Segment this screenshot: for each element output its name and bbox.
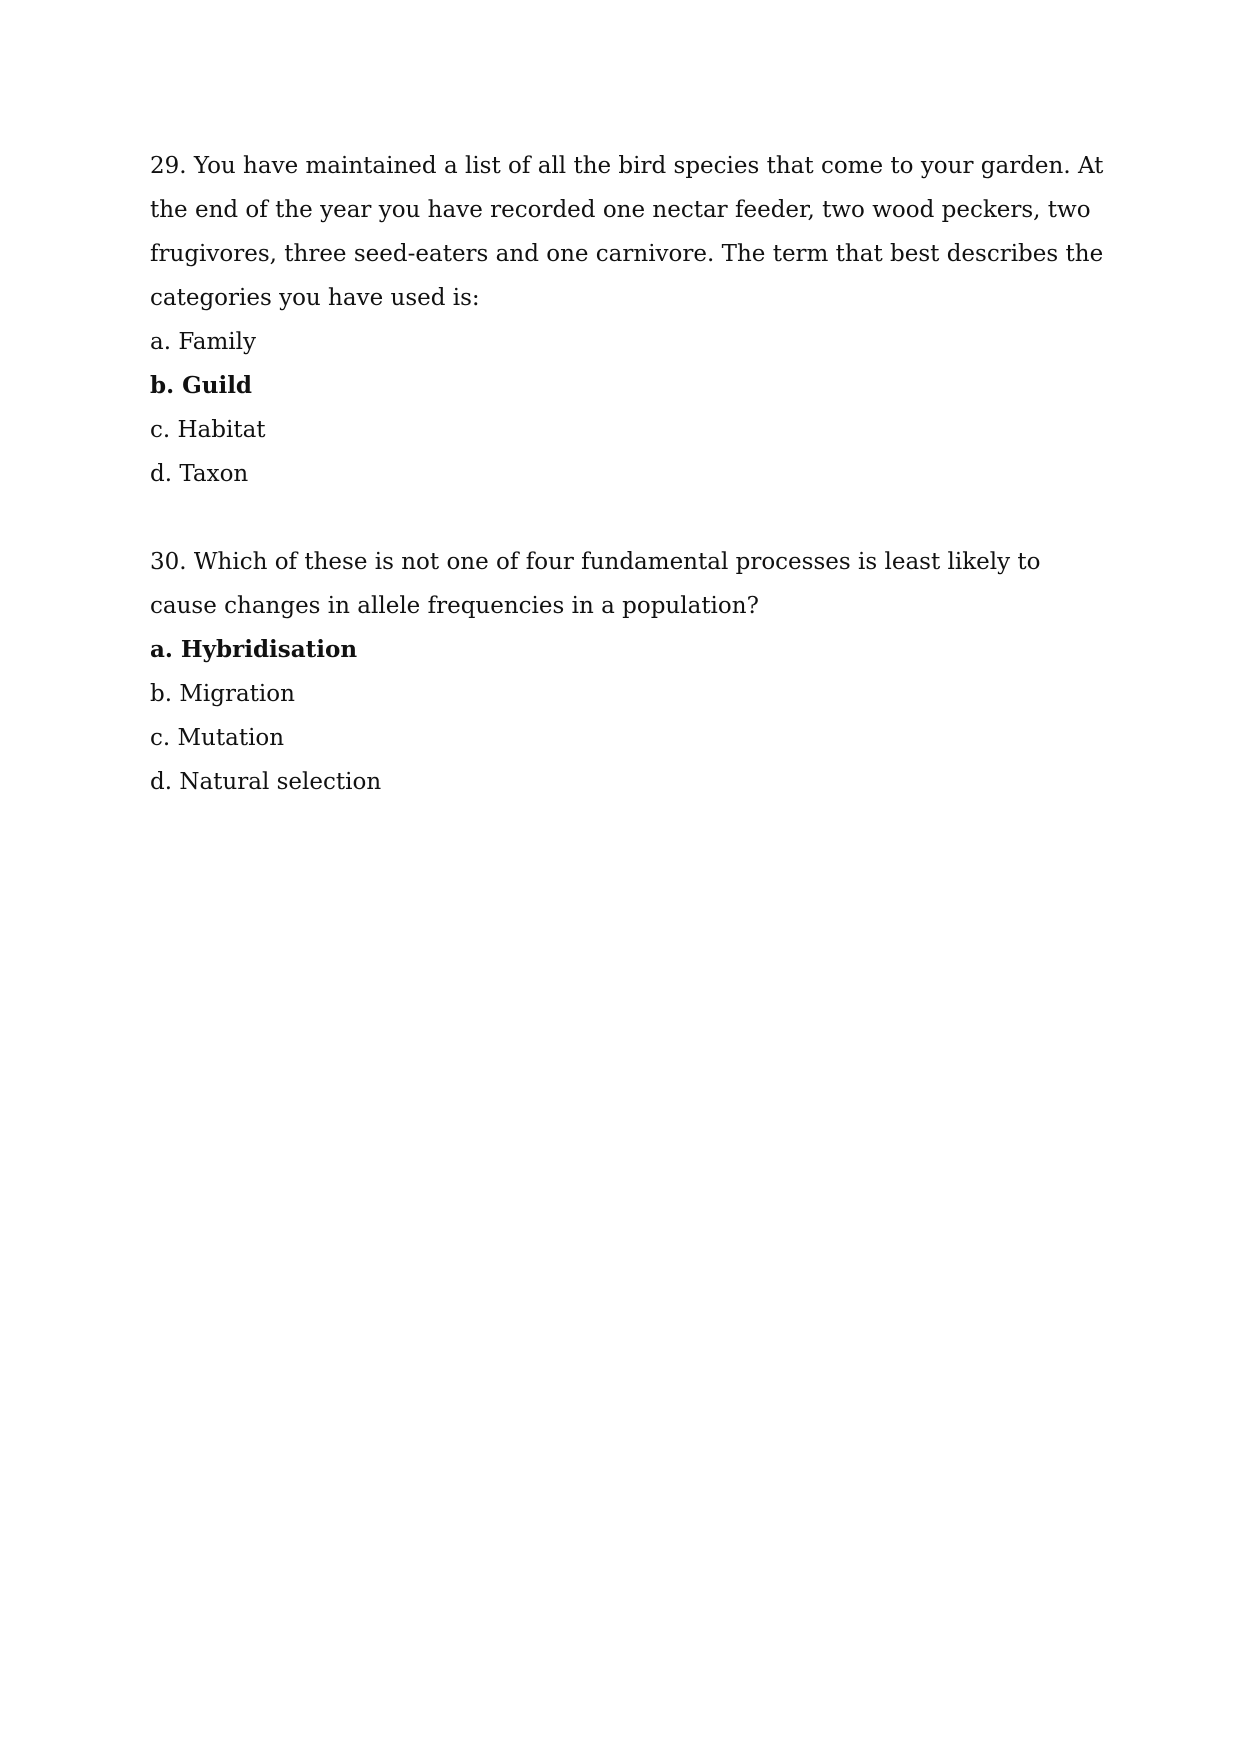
question-text: 29. You have maintained a list of all the bird species that come to your garden. At the end of the year you have recorded one nectar feeder, two wood peckers, two frugivores, three seed-eaters and one carnivore. The term that best describes the categories you have used is: [150,153,1104,311]
option-a: a. Family [150,329,256,355]
option-d: d. Natural selection [150,769,382,795]
document-page [150,144,1110,804]
option-c: c. Habitat [150,417,266,443]
option-b-correct-answer: b. Guild [150,372,253,399]
question-30 [150,540,1110,804]
question-29 [150,144,1110,496]
option-a-correct-answer: a. Hybridisation [150,636,358,663]
option-c: c. Mutation [150,725,285,751]
option-d: d. Taxon [150,461,249,487]
option-b: b. Migration [150,681,295,707]
question-text: 30. Which of these is not one of four fundamental processes is least likely to cause changes in allele frequencies in a population? [150,549,1041,619]
